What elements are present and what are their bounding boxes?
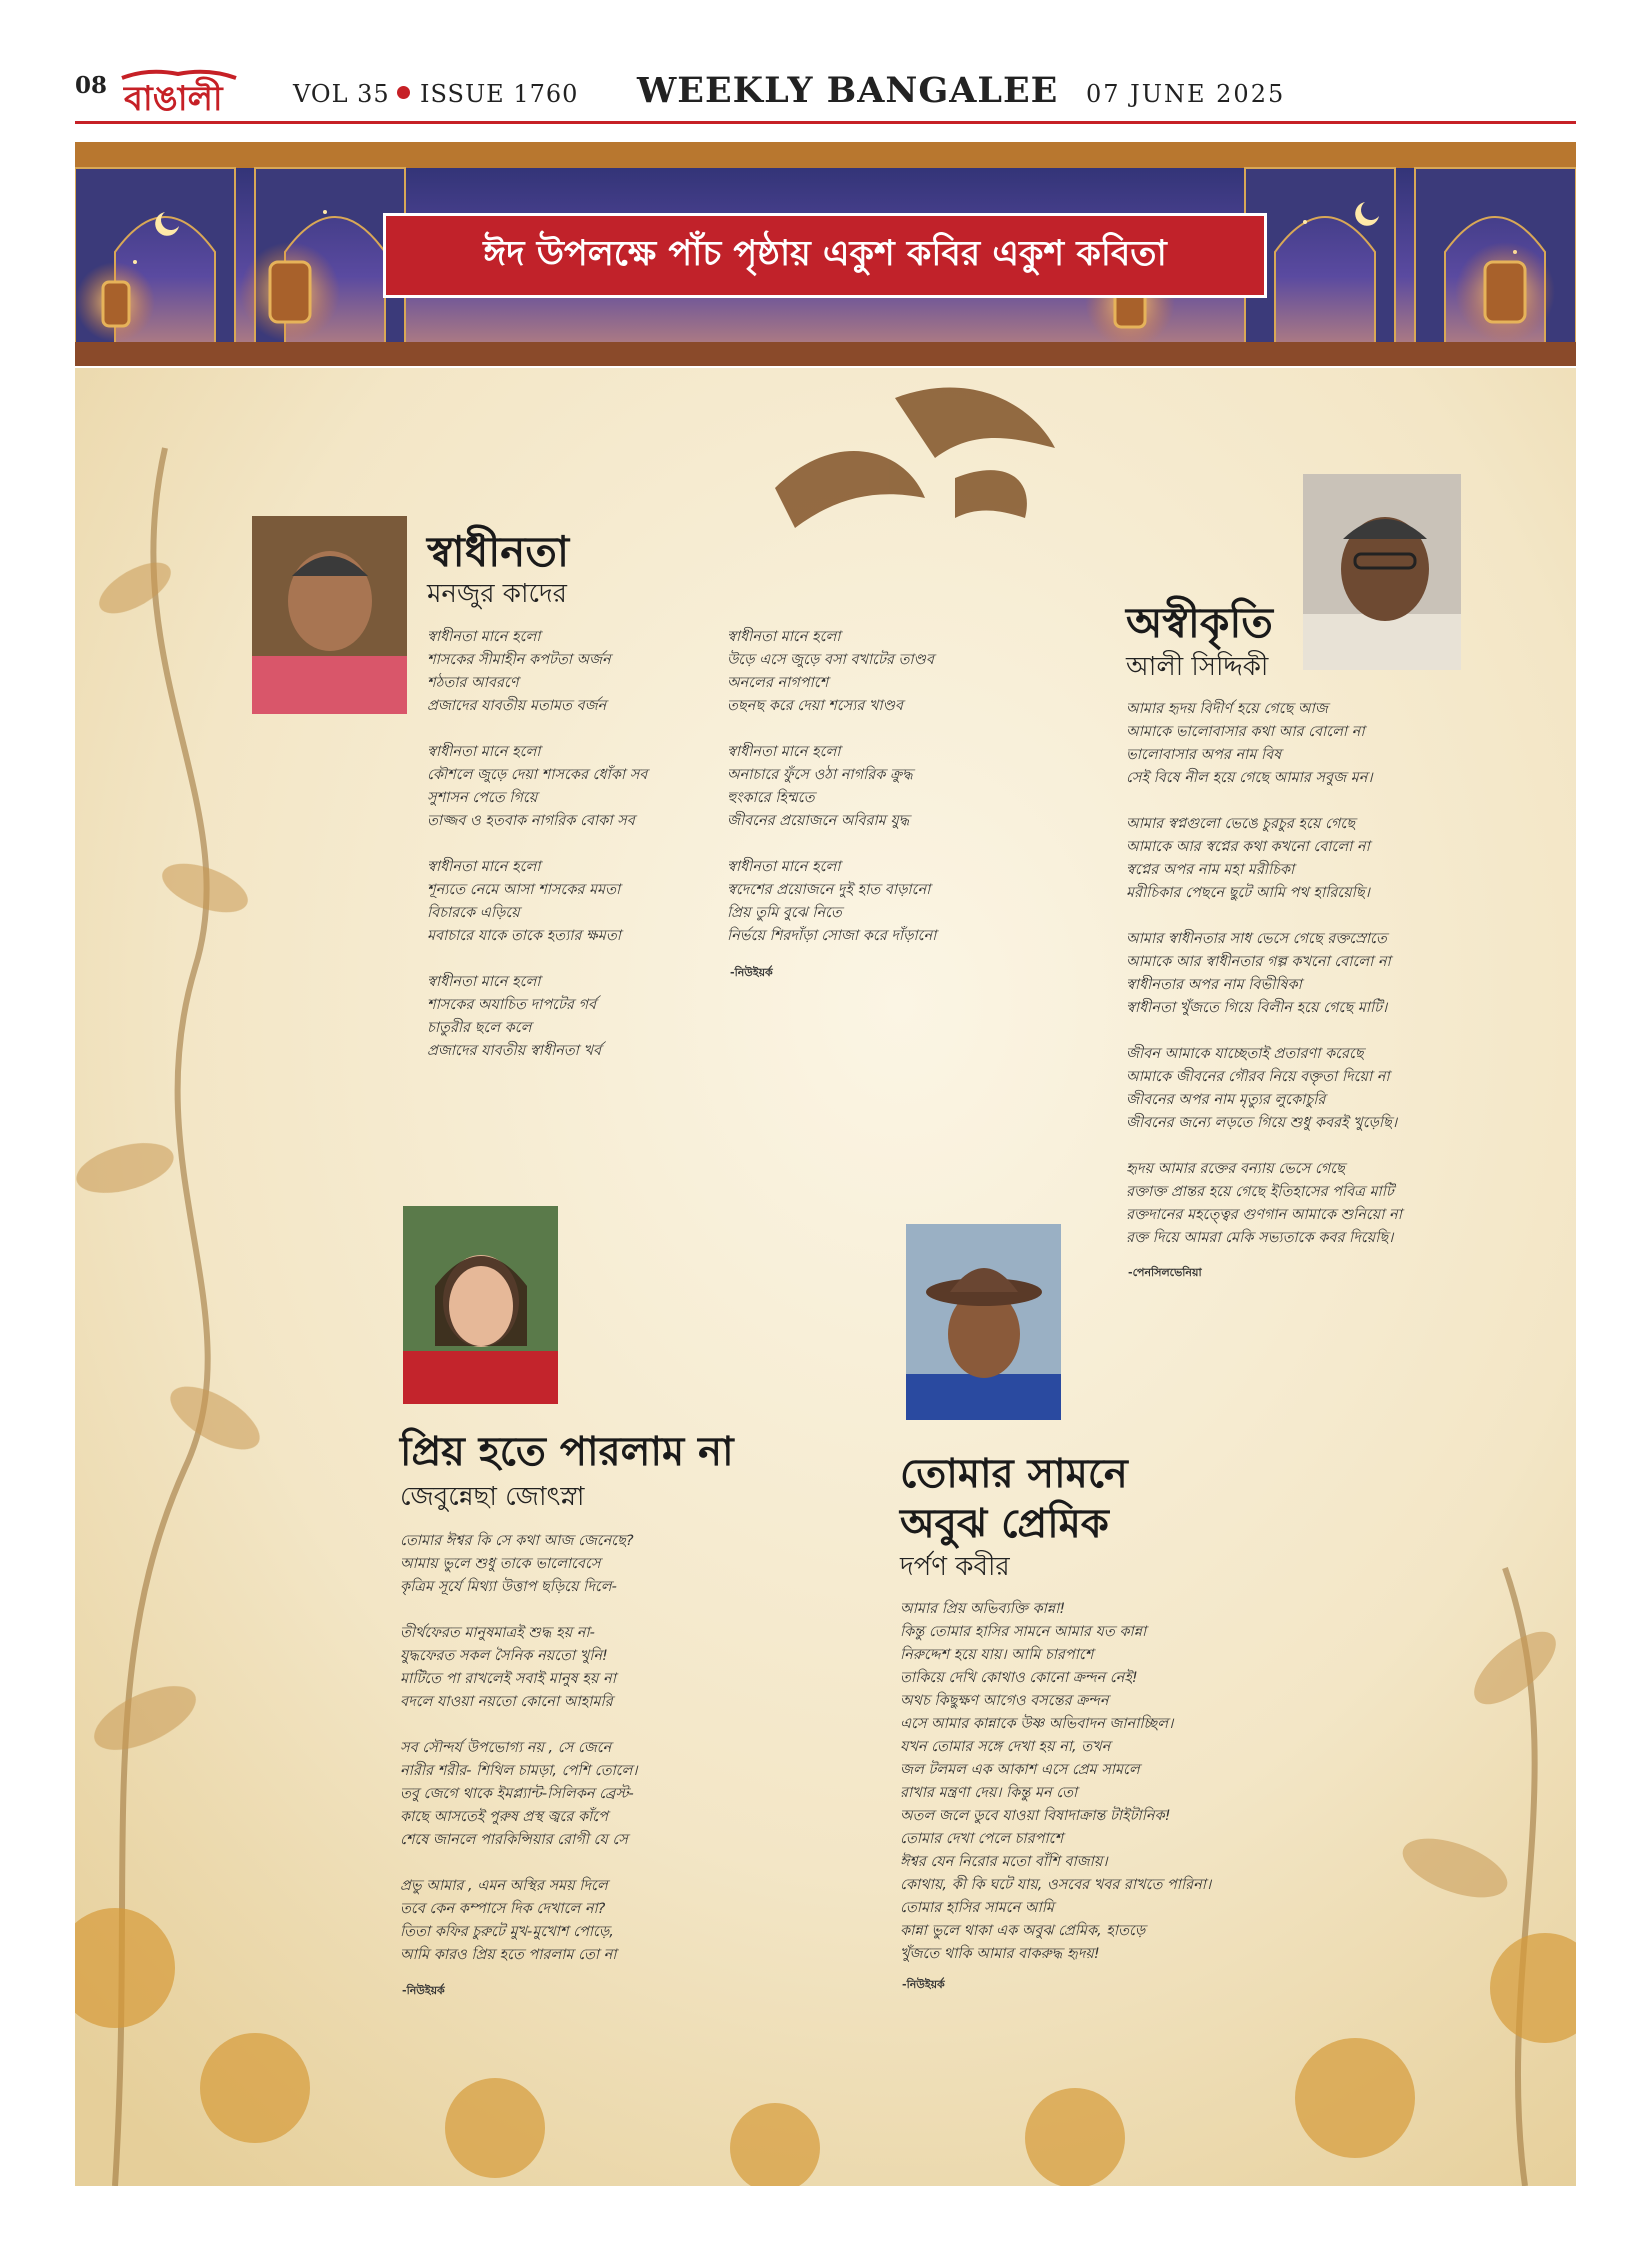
stanza bbox=[727, 626, 1017, 718]
poem-title-tomar-samne-line2: অবুঝ প্রেমিক bbox=[900, 1501, 1109, 1547]
stanza bbox=[400, 1622, 740, 1714]
poem-line: শাসকের অযাচিত দাপটের গর্ব bbox=[427, 997, 597, 1013]
poem-line: আমার হৃদয় বিদীর্ণ হয়ে গেছে আজ bbox=[1126, 701, 1328, 717]
volume-label: VOL 35 bbox=[293, 80, 390, 108]
poem-line: শাসকের সীমাহীন কপটতা অর্জন bbox=[427, 652, 611, 668]
separator-dot bbox=[397, 86, 410, 99]
poem-line: স্বাধীনতার অপর নাম বিভীষিকা bbox=[1126, 977, 1302, 993]
poem-line: অথচ কিছুক্ষণ আগেও বসন্তের ক্রন্দন bbox=[900, 1693, 1109, 1709]
poem-line: আমাকে জীবনের গৌরব নিয়ে বক্তৃতা দিয়ো না bbox=[1126, 1069, 1390, 1085]
poem-body-priyo bbox=[400, 1530, 740, 1990]
poem-place-tomar-samne: -নিউইয়র্ক bbox=[902, 1978, 945, 1991]
poem-line: রক্তদানের মহত্ত্বের গুণগান আমাকে শুনিয়ো না bbox=[1126, 1207, 1402, 1223]
poem-line: তছনছ করে দেয়া শস্যের খাণ্ডব bbox=[727, 698, 903, 714]
issue-label: ISSUE 1760 bbox=[420, 80, 579, 108]
poem-line: জীবন আমাকে যাচ্ছেতাই প্রতারণা করেছে bbox=[1126, 1046, 1364, 1062]
poem-line: ভালোবাসার অপর নাম বিষ bbox=[1126, 747, 1282, 763]
poet-name-priyo: জেবুন্নেছা জোৎস্না bbox=[400, 1482, 585, 1512]
poem-line: রক্তাক্ত প্রান্তর হয়ে গেছে ইতিহাসের পবিত্র মাটি bbox=[1126, 1184, 1394, 1200]
poem-line: মাটিতে পা রাখলেই সবাই মানুষ হয় না bbox=[400, 1671, 616, 1687]
poem-place-priyo: -নিউইয়র্ক bbox=[402, 1984, 445, 1997]
poem-line: আমায় ভুলে শুধু তাকে ভালোবেসে bbox=[400, 1556, 601, 1572]
stanza bbox=[1126, 813, 1486, 905]
stanza bbox=[400, 1875, 740, 1967]
poem-line: রাখার মন্ত্রণা দেয়। কিন্তু মন তো bbox=[900, 1785, 1078, 1801]
poem-place-swadhinota: -নিউইয়র্ক bbox=[730, 966, 773, 979]
poem-line: রক্ত দিয়ে আমরা মেকি সভ্যতাকে কবর দিয়েছি। bbox=[1126, 1230, 1394, 1246]
poem-line: তীর্থফেরত মানুষমাত্রই শুদ্ধ হয় না- bbox=[400, 1625, 595, 1641]
poem-line: আমার স্বাধীনতার সাধ ভেসে গেছে রক্তস্রোতে bbox=[1126, 931, 1387, 947]
stanza bbox=[1126, 928, 1486, 1020]
poem-line: নারীর শরীর- শিথিল চামড়া, পেশি তোলে। bbox=[400, 1763, 638, 1779]
poem-line: কোথায়, কী কি ঘটে যায়, ওসবের খবর রাখতে পারিনা। bbox=[900, 1877, 1212, 1893]
poem-line: আমার স্বপ্নগুলো ভেঙে চুরচুর হয়ে গেছে bbox=[1126, 816, 1355, 832]
poem-line: জীবনের জন্যে লড়তে গিয়ে শুধু কবরই খুড়েছি। bbox=[1126, 1115, 1398, 1131]
banner-title: ঈদ উপলক্ষে পাঁচ পৃষ্ঠায় একুশ কবির একুশ কবিতা bbox=[383, 213, 1267, 298]
poem-line: তবু জেগে থাকে ইমপ্ল্যান্ট-সিলিকন ব্রেস্ট- bbox=[400, 1786, 634, 1802]
poet-photo-ali-siddiqui bbox=[1303, 474, 1461, 670]
poem-line: আমাকে আর স্বপ্নের কথা কখনো বোলো না bbox=[1126, 839, 1370, 855]
poem-line: জল টলমল এক আকাশ এসে প্রেম সামলে bbox=[900, 1762, 1140, 1778]
poem-line: স্বাধীনতা মানে হলো bbox=[427, 859, 541, 875]
poem-line: জীবনের প্রয়োজনে অবিরাম যুদ্ধ bbox=[727, 813, 910, 829]
poet-name-tomar-samne: দর্পণ কবীর bbox=[900, 1552, 1010, 1582]
page-header bbox=[0, 0, 1650, 125]
stanza bbox=[727, 856, 1017, 948]
poem-line: হুংকারে হিম্মতে bbox=[727, 790, 815, 806]
poem-line: তবে কেন কম্পাসে দিক দেখালে না? bbox=[400, 1901, 606, 1917]
poem-line: আমাকে আর স্বাধীনতার গল্প কখনো বোলো না bbox=[1126, 954, 1391, 970]
poem-line: তিতা কফির চুরুটে মুখ-মুখোশ পোড়ে, bbox=[400, 1924, 614, 1940]
poem-line: স্বাধীনতা খুঁজতে গিয়ে বিলীন হয়ে গেছে মাটি। bbox=[1126, 1000, 1388, 1016]
poem-line: নিরুদ্দেশ হয়ে যায়। আমি চারপাশে bbox=[900, 1647, 1094, 1663]
poem-line: চাতুরীর ছলে কলে bbox=[427, 1020, 532, 1036]
poem-line: শূন্যতে নেমে আসা শাসকের মমতা bbox=[427, 882, 621, 898]
poem-line: তাকিয়ে দেখি কোথাও কোনো ক্রন্দন নেই! bbox=[900, 1670, 1138, 1686]
poem-line: স্বাধীনতা মানে হলো bbox=[427, 974, 541, 990]
poem-line: নির্ভয়ে শিরদাঁড়া সোজা করে দাঁড়ানো bbox=[727, 928, 937, 944]
stanza bbox=[1126, 1043, 1486, 1135]
poem-body-swadhinota-col1 bbox=[427, 626, 707, 1086]
stanza bbox=[1126, 1158, 1486, 1250]
newspaper-logo bbox=[118, 66, 240, 118]
stanza bbox=[400, 1737, 740, 1852]
stanza bbox=[427, 626, 707, 718]
poem-line: তোমার দেখা পেলে চারপাশে bbox=[900, 1831, 1064, 1847]
header-rule bbox=[75, 121, 1576, 124]
poem-line: মরীচিকার পেছনে ছুটে আমি পথ হারিয়েছি। bbox=[1126, 885, 1370, 901]
poem-line: যখন তোমার সঙ্গে দেখা হয় না, তখন bbox=[900, 1739, 1111, 1755]
poem-title-oswikriti: অস্বীকৃতি bbox=[1126, 598, 1273, 647]
stanza bbox=[1126, 698, 1486, 790]
poet-name-swadhinota: মনজুর কাদের bbox=[427, 579, 567, 609]
poem-line: স্বাধীনতা মানে হলো bbox=[727, 859, 841, 875]
poet-photo-monjur-kader bbox=[252, 516, 407, 714]
poem-body-tomar-samne bbox=[900, 1598, 1280, 1989]
poem-line: সেই বিষে নীল হয়ে গেছে আমার সবুজ মন। bbox=[1126, 770, 1373, 786]
poem-line: কৃত্রিম সূর্যে মিথ্যা উত্তাপ ছড়িয়ে দিলে- bbox=[400, 1579, 617, 1595]
poem-title-priyo: প্রিয় হতে পারলাম না bbox=[400, 1429, 734, 1475]
poem-title-swadhinota: স্বাধীনতা bbox=[427, 527, 570, 576]
poem-line: তোমার হাসির সামনে আমি bbox=[900, 1900, 1054, 1916]
poem-line: জীবনের অপর নাম মৃত্যুর লুকোচুরি bbox=[1126, 1092, 1326, 1108]
poem-body-swadhinota-col2 bbox=[727, 626, 1017, 971]
stanza bbox=[427, 741, 707, 833]
poem-line: এসে আমার কান্নাকে উষ্ণ অভিবাদন জানাচ্ছিল। bbox=[900, 1716, 1174, 1732]
poem-line: স্বাধীনতা মানে হলো bbox=[727, 629, 841, 645]
poem-line: কান্না ভুলে থাকা এক অবুঝ প্রেমিক, হাতড়ে bbox=[900, 1923, 1146, 1939]
poem-place-oswikriti: -পেনসিলভেনিয়া bbox=[1128, 1266, 1202, 1279]
poem-line: স্বদেশের প্রয়োজনে দুই হাত বাড়ানো bbox=[727, 882, 931, 898]
poem-line: সুশাসন পেতে গিয়ে bbox=[427, 790, 538, 806]
poem-line: আমার প্রিয় অভিব্যক্তি কান্না! bbox=[900, 1601, 1066, 1617]
poem-line: আমাকে ভালোবাসার কথা আর বোলো না bbox=[1126, 724, 1365, 740]
poem-line: তাজ্জব ও হতবাক নাগরিক বোকা সব bbox=[427, 813, 635, 829]
poem-line: সব সৌন্দর্য উপভোগ্য নয় , সে জেনে bbox=[400, 1740, 612, 1756]
poem-line: তোমার ঈশ্বর কি সে কথা আজ জেনেছে? bbox=[400, 1533, 634, 1549]
poem-line: কৌশলে জুড়ে দেয়া শাসকের ধোঁকা সব bbox=[427, 767, 648, 783]
stanza bbox=[727, 741, 1017, 833]
poem-line: কিন্তু তোমার হাসির সামনে আমার যত কান্না bbox=[900, 1624, 1147, 1640]
poem-body-oswikriti bbox=[1126, 698, 1486, 1273]
poem-line: প্রজাদের যাবতীয় স্বাধীনতা খর্ব bbox=[427, 1043, 602, 1059]
poem-line: স্বাধীনতা মানে হলো bbox=[427, 744, 541, 760]
poem-line: স্বপ্নের অপর নাম মহা মরীচিকা bbox=[1126, 862, 1295, 878]
poem-line: আমি কারও প্রিয় হতে পারলাম তো না bbox=[400, 1947, 617, 1963]
poem-line: বিচারকে এড়িয়ে bbox=[427, 905, 520, 921]
poem-line: কাছে আসতেই পুরুষ প্রস্থ জ্বরে কাঁপে bbox=[400, 1809, 608, 1825]
stanza bbox=[427, 856, 707, 948]
issue-date: 07 JUNE 2025 bbox=[1086, 80, 1286, 108]
poem-title-tomar-samne-line1: তোমার সামনে bbox=[900, 1451, 1128, 1497]
poet-photo-darpan-kabir bbox=[906, 1224, 1061, 1420]
poem-line: শঠতার আবরণে bbox=[427, 675, 519, 691]
stanza bbox=[427, 971, 707, 1063]
stanza bbox=[900, 1598, 1280, 1966]
poem-line: উড়ে এসে জুড়ে বসা বখাটের তাণ্ডব bbox=[727, 652, 934, 668]
paper-name: WEEKLY BANGALEE bbox=[637, 70, 1059, 111]
poem-line: প্রিয় তুমি বুঝে নিতে bbox=[727, 905, 842, 921]
poem-line: স্বাধীনতা মানে হলো bbox=[427, 629, 541, 645]
poem-line: অনাচারে ফুঁসে ওঠা নাগরিক ক্রুদ্ধ bbox=[727, 767, 913, 783]
poet-name-oswikriti: আলী সিদ্দিকী bbox=[1126, 652, 1269, 682]
poem-line: ঈশ্বর যেন নিরোর মতো বাঁশি বাজায়। bbox=[900, 1854, 1108, 1870]
poem-line: হৃদয় আমার রক্তের বন্যায় ভেসে গেছে bbox=[1126, 1161, 1345, 1177]
stanza bbox=[400, 1530, 740, 1599]
poem-line: শেষে জানলে পারকিন্সিয়ার রোগী যে সে bbox=[400, 1832, 628, 1848]
logo-text: বাঙালী bbox=[124, 79, 223, 118]
poem-line: খুঁজতে থাকি আমার বাকরুদ্ধ হৃদয়! bbox=[900, 1946, 1100, 1962]
poem-line: প্রভু আমার , এমন অস্থির সময় দিলে bbox=[400, 1878, 608, 1894]
poem-line: যুদ্ধফেরত সকল সৈনিক নয়তো খুনি! bbox=[400, 1648, 608, 1664]
poem-line: মবাচারে যাকে তাকে হত্যার ক্ষমতা bbox=[427, 928, 621, 944]
poem-line: অনলের নাগপাশে bbox=[727, 675, 829, 691]
poem-line: বদলে যাওয়া নয়তো কোনো আহামরি bbox=[400, 1694, 613, 1710]
page-number: 08 bbox=[75, 72, 108, 99]
poem-line: প্রজাদের যাবতীয় মতামত বর্জন bbox=[427, 698, 607, 714]
poet-photo-jebunnesa-jotsna bbox=[403, 1206, 558, 1404]
poem-line: অতল জলে ডুবে যাওয়া বিষাদাক্রান্ত টাইটানিক! bbox=[900, 1808, 1171, 1824]
poem-line: স্বাধীনতা মানে হলো bbox=[727, 744, 841, 760]
